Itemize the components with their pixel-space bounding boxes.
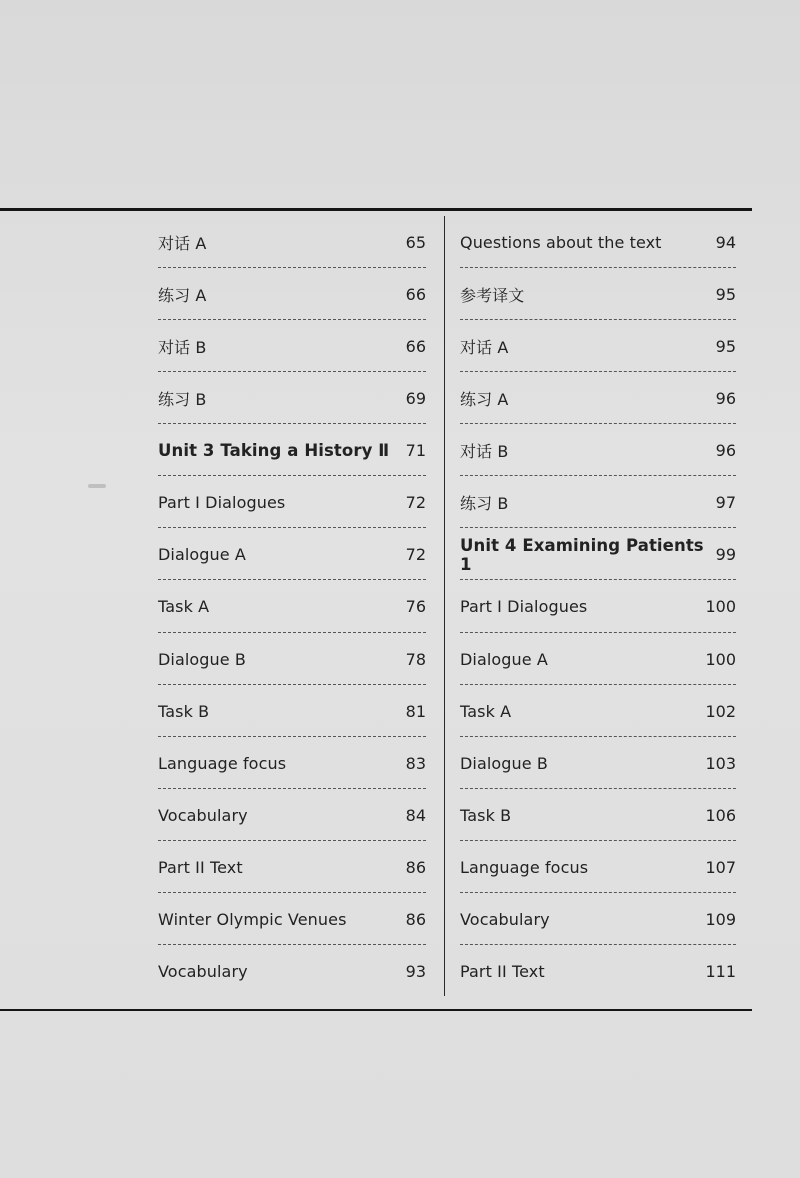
- toc-entry[interactable]: [158, 841, 426, 893]
- toc-entry[interactable]: [158, 737, 426, 789]
- toc-right-column: [460, 216, 736, 996]
- toc-entry[interactable]: [460, 685, 736, 737]
- entry-label: 练习 A: [158, 286, 207, 306]
- entry-label: Questions about the text: [460, 233, 662, 253]
- top-rule: [0, 208, 752, 211]
- toc-entry[interactable]: [460, 789, 736, 841]
- entry-page: 72: [405, 493, 426, 513]
- entry-page: 76: [405, 597, 426, 617]
- entry-label: Dialogue A: [158, 545, 246, 565]
- entry-page: 93: [405, 961, 426, 981]
- toc-entry[interactable]: [158, 580, 426, 632]
- entry-label: 练习 B: [158, 390, 207, 410]
- entry-label: Task A: [158, 597, 210, 617]
- entry-page: 100: [705, 649, 736, 669]
- margin-smudge: [88, 484, 106, 488]
- entry-label: Unit 4 Examining Patients 1: [460, 535, 704, 574]
- entry-page: 81: [405, 701, 426, 721]
- entry-label: 对话 B: [158, 338, 207, 358]
- toc-entry[interactable]: [460, 268, 736, 320]
- toc-entry[interactable]: [460, 320, 736, 372]
- entry-label: 对话 B: [460, 442, 509, 462]
- entry-page: 86: [405, 857, 426, 877]
- toc-entry[interactable]: [158, 320, 426, 372]
- entry-label: 对话 A: [460, 338, 509, 358]
- toc-entry[interactable]: [158, 372, 426, 424]
- entry-label: Task B: [460, 805, 512, 825]
- entry-page: 94: [715, 233, 736, 253]
- toc-entry[interactable]: [158, 945, 426, 996]
- toc-entry[interactable]: [158, 633, 426, 685]
- entry-page: 95: [715, 337, 736, 357]
- entry-page: 66: [405, 337, 426, 357]
- toc-unit-heading[interactable]: [460, 528, 736, 580]
- toc-entry[interactable]: [158, 893, 426, 945]
- toc-entry[interactable]: [460, 372, 736, 424]
- toc-entry[interactable]: [158, 789, 426, 841]
- toc-entry[interactable]: [460, 945, 736, 996]
- entry-label: Dialogue B: [158, 649, 247, 669]
- entry-page: 86: [405, 909, 426, 929]
- entry-page: 97: [715, 493, 736, 513]
- entry-label: 练习 A: [460, 390, 509, 410]
- entry-page: 109: [705, 909, 736, 929]
- entry-label: 对话 A: [158, 234, 207, 254]
- entry-page: 99: [715, 545, 736, 565]
- toc-entry[interactable]: [460, 476, 736, 528]
- entry-page: 84: [405, 805, 426, 825]
- entry-label: Part I Dialogues: [158, 493, 286, 513]
- entry-label: Dialogue A: [460, 649, 548, 669]
- entry-page: 96: [715, 389, 736, 409]
- toc-left-column: [158, 216, 426, 996]
- entry-page: 103: [705, 753, 736, 773]
- toc-entry[interactable]: [460, 633, 736, 685]
- toc-entry[interactable]: [158, 528, 426, 580]
- entry-page: 102: [705, 701, 736, 721]
- entry-label: Vocabulary: [460, 909, 550, 929]
- toc-unit-heading[interactable]: [158, 424, 426, 476]
- column-divider: [444, 216, 445, 996]
- toc-entry[interactable]: [460, 580, 736, 632]
- toc-entry[interactable]: [158, 685, 426, 737]
- entry-page: 107: [705, 857, 736, 877]
- toc-entry[interactable]: [158, 268, 426, 320]
- entry-page: 71: [405, 441, 426, 461]
- bottom-rule: [0, 1009, 752, 1011]
- toc-entry[interactable]: [460, 737, 736, 789]
- toc-entry[interactable]: [460, 893, 736, 945]
- entry-page: 78: [405, 649, 426, 669]
- entry-page: 100: [705, 597, 736, 617]
- entry-label: Task A: [460, 701, 512, 721]
- entry-label: Task B: [158, 701, 210, 721]
- toc-entry[interactable]: [460, 216, 736, 268]
- entry-label: 练习 B: [460, 494, 509, 514]
- entry-label: Vocabulary: [158, 961, 248, 981]
- entry-label: Part II Text: [158, 857, 243, 877]
- entry-page: 72: [405, 545, 426, 565]
- entry-label: Language focus: [460, 857, 589, 877]
- entry-label: Dialogue B: [460, 753, 549, 773]
- entry-label: Language focus: [158, 753, 287, 773]
- entry-label: Part II Text: [460, 961, 545, 981]
- entry-label: Winter Olympic Venues: [158, 909, 347, 929]
- entry-page: 65: [405, 233, 426, 253]
- entry-label: Unit 3 Taking a History Ⅱ: [158, 441, 390, 461]
- entry-page: 66: [405, 285, 426, 305]
- toc-entry[interactable]: [460, 424, 736, 476]
- toc-entry[interactable]: [158, 216, 426, 268]
- entry-page: 106: [705, 805, 736, 825]
- entry-label: Vocabulary: [158, 805, 248, 825]
- entry-page: 69: [405, 389, 426, 409]
- entry-page: 111: [705, 961, 736, 981]
- entry-label: Part I Dialogues: [460, 597, 588, 617]
- entry-label: 参考译文: [460, 286, 525, 306]
- entry-page: 83: [405, 753, 426, 773]
- entry-page: 96: [715, 441, 736, 461]
- toc-entry[interactable]: [158, 476, 426, 528]
- entry-page: 95: [715, 285, 736, 305]
- toc-entry[interactable]: [460, 841, 736, 893]
